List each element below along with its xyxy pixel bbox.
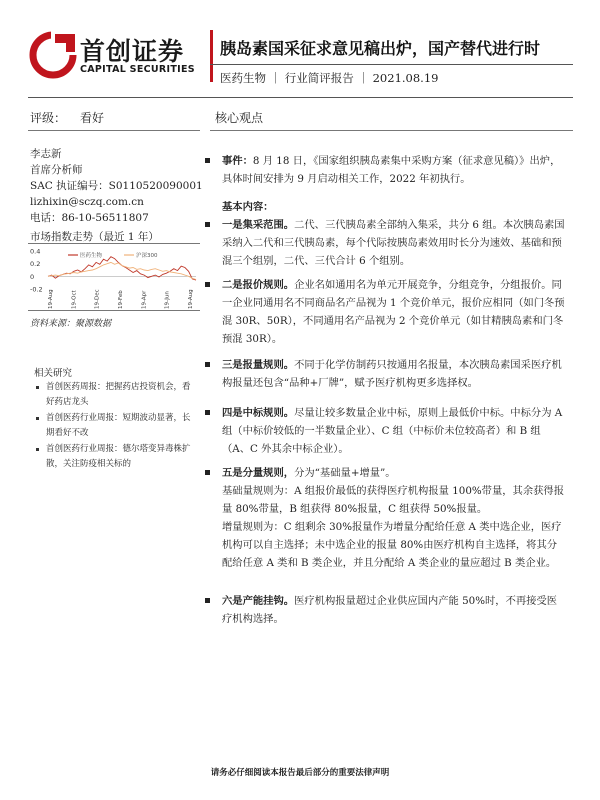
point-3-label: 三是报量规则。 <box>222 359 295 371</box>
company-logo <box>28 30 198 80</box>
point-5-increment-rule: 增量规则为：C 组剩余 30%报量作为增量分配给任意 A 类中选企业，医疗机构可以自主选择；未中选企业的报量 80%由医疗机构自主选择，将其分配给任意 A 类和 B 类企业，并且分配给 A 类企业的量应超过 B 类企业。 <box>222 521 562 569</box>
basic-title-text: 基本内容： <box>222 201 274 213</box>
point-6-label: 六是产能挂钩。 <box>222 595 295 607</box>
top-rule <box>28 97 573 98</box>
x-tick-label: 19-Aug <box>48 289 54 309</box>
analyst-email[interactable]: lizhixin@sczq.com.cn <box>30 196 144 208</box>
point-4-text: 尽量让较多数量企业中标，原则上最低价中标。中标分为 A 组（中标价较低的一半数量企业）、C 组（中标价未位较高者）和 B 组（A、C 外其余中标企业）。 <box>222 407 563 455</box>
analyst-role: 首席分析师 <box>30 164 83 176</box>
bullet-icon <box>205 158 210 163</box>
series-line <box>48 257 196 280</box>
right-rule <box>210 130 573 131</box>
chart-title: 市场指数走势（最近 1 年） <box>30 231 159 243</box>
point-5 <box>222 464 567 572</box>
chart-bottom-rule <box>28 310 200 311</box>
x-tick-label: 19-Aug <box>188 289 194 309</box>
chart-top-rule <box>28 243 200 244</box>
bullet-icon <box>205 470 210 475</box>
analyst-name: 李志新 <box>30 148 62 160</box>
related-item[interactable]: 首创医药行业周报：德尔塔变异毒株扩散，关注防疫相关标的 <box>36 442 196 472</box>
y-tick-label: 0 <box>30 272 35 281</box>
point-4-label: 四是中标规则。 <box>222 407 295 419</box>
x-tick-label: 19-Apr <box>141 290 148 309</box>
analyst-sac: SAC 执证编号：S0110520090001 <box>30 180 203 192</box>
logo-mark-icon <box>28 30 78 80</box>
rating-label: 评级： <box>30 111 67 125</box>
related-research-title: 相关研究 <box>34 368 73 379</box>
point-2-label: 二是报价规则。 <box>222 279 295 291</box>
point-3-text: 不同于化学仿制药只按通用名报量，本次胰岛素国采医疗机构报量还包含“品种+厂牌”，赋予医疗机构更多选择权。 <box>222 359 562 389</box>
x-tick-label: 19-Jun <box>164 291 171 309</box>
legend-label: 医药生物 <box>80 253 103 259</box>
legend-label: 沪深300 <box>136 253 158 259</box>
x-tick-label: 19-Oct <box>71 290 78 309</box>
x-tick-label: 19-Feb <box>118 290 124 309</box>
point-1 <box>222 216 567 270</box>
logo-text-cn: 首创证券 <box>80 37 185 66</box>
bullet-icon <box>205 282 210 287</box>
point-2 <box>222 276 567 348</box>
point-2-text: 企业名如通用名为单元开展竞争，分组竞争，分组报价。同一企业同通用名不同商品名产品视为 1 个竞价单元，报价应相同（如门冬预混 30R、50R），不同通用名产品视为 2 个竞价单元（如甘精胰岛素和门冬预混 30R）。 <box>222 279 565 345</box>
point-1-label: 一是集采范围。 <box>222 219 295 231</box>
related-item[interactable]: 首创医药行业周报：短期波动显著，长期看好不改 <box>36 411 196 441</box>
y-tick-label: -0.2 <box>30 285 43 294</box>
report-meta: 医药生物 ｜ 行业简评报告 ｜ 2021.08.19 <box>220 71 439 85</box>
analyst-phone: 电话：86-10-56511807 <box>30 212 149 224</box>
analyst-info <box>30 146 203 226</box>
chart-source: 资料来源：聚源数据 <box>30 319 112 329</box>
point-5-text: 分为“基础量+增量”。 <box>294 467 396 479</box>
point-3 <box>222 356 567 392</box>
event-text: 8 月 18 日，《国家组织胰岛素集中采购方案（征求意见稿）》出炉，具体时间安排为 9 月启动相关工作，2022 年初执行。 <box>222 155 561 185</box>
header-divider <box>210 64 573 65</box>
event-label: 事件： <box>222 155 253 167</box>
market-index-chart <box>28 245 200 310</box>
left-rule <box>28 130 200 131</box>
core-views-title: 核心观点 <box>215 111 264 125</box>
y-tick-label: 0.2 <box>30 260 41 269</box>
point-5-base-rule: 基础量规则为：A 组报价最低的获得医疗机构报量 100%带量，其余获得报量 80%带量，B 组获得 80%报量，C 组获得 50%报量。 <box>222 485 565 515</box>
point-6 <box>222 592 567 628</box>
bullet-icon <box>205 362 210 367</box>
bullet-icon <box>205 410 210 415</box>
report-title: 胰岛素国采征求意见稿出炉，国产替代进行时 <box>220 39 541 58</box>
logo-text-en: CAPITAL SECURITIES <box>80 64 195 75</box>
related-research-list <box>36 380 196 473</box>
x-tick-label: 19-Dec <box>94 289 101 309</box>
header-accent-bar <box>210 30 213 82</box>
point-6-text: 医疗机构报量超过企业供应国内产能 50%时，不再接受医疗机构选择。 <box>222 595 558 625</box>
y-tick-label: 0.4 <box>30 247 41 256</box>
point-1-text: 二代、三代胰岛素全部纳入集采，共分 6 组。本次胰岛素国采纳入二代和三代胰岛素，每个代际按胰岛素效用时长分为速效、基础和预混三个组别，二代、三代合计 6 个组别。 <box>222 219 565 267</box>
related-item[interactable]: 首创医药周报：把握药店投资机会，看好药店龙头 <box>36 380 196 410</box>
bullet-icon <box>205 598 210 603</box>
series-line <box>48 262 196 279</box>
legal-footer: 请务必仔细阅读本报告最后部分的重要法律声明 <box>210 768 390 778</box>
basic-content-title <box>222 198 567 216</box>
event-block <box>222 152 567 188</box>
rating-value: 看好 <box>80 111 105 125</box>
rating <box>30 109 104 126</box>
point-5-label: 五是分量规则， <box>222 467 295 479</box>
bullet-icon <box>205 222 210 227</box>
point-4 <box>222 404 567 458</box>
